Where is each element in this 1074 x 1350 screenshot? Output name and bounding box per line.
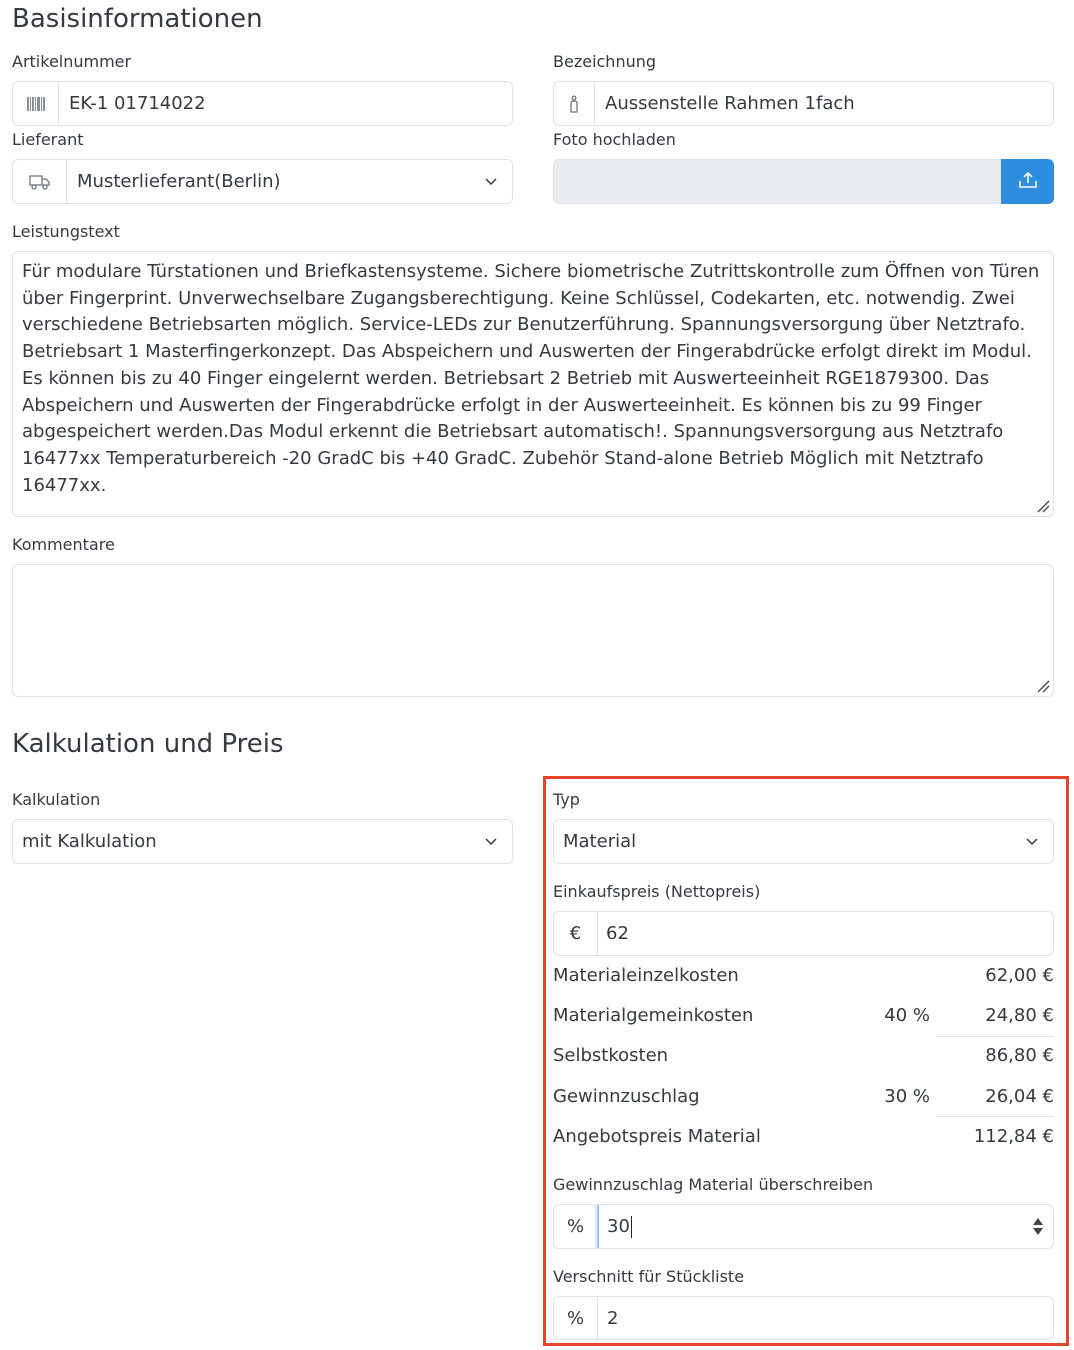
row-pct-materialgemeinkosten: 40 % — [884, 1005, 930, 1026]
row-label-angebotspreis: Angebotspreis Material — [553, 1126, 761, 1147]
row-amount-gewinnzuschlag: 26,04 € — [985, 1086, 1054, 1107]
artikelnummer-input[interactable]: EK-1 01714022 — [69, 93, 206, 114]
lieferant-value: Musterlieferant(Berlin) — [77, 171, 281, 192]
kommentare-label: Kommentare — [12, 535, 115, 554]
verschnitt-input[interactable]: 2 — [607, 1307, 619, 1329]
bezeichnung-field[interactable] — [553, 81, 1054, 126]
override-field[interactable] — [553, 1204, 1054, 1249]
row-amount-materialgemeinkosten: 24,80 € — [985, 1005, 1054, 1026]
chevron-down-icon — [470, 820, 512, 863]
override-value: 30 — [607, 1216, 630, 1237]
kalkulation-select[interactable] — [12, 819, 513, 864]
bezeichnung-input[interactable]: Aussenstelle Rahmen 1fach — [605, 93, 855, 114]
typ-select[interactable] — [553, 819, 1054, 864]
kalkulation-value: mit Kalkulation — [22, 831, 157, 852]
einkaufspreis-label: Einkaufspreis (Nettopreis) — [553, 882, 761, 901]
row-label-materialeinzelkosten: Materialeinzelkosten — [553, 965, 739, 986]
spinner-down-icon[interactable] — [1033, 1228, 1043, 1235]
row-label-materialgemeinkosten: Materialgemeinkosten — [553, 1005, 754, 1026]
euro-prefix: € — [554, 912, 598, 955]
leistungstext-textarea[interactable] — [12, 251, 1054, 517]
einkaufspreis-field[interactable] — [553, 911, 1054, 956]
row-label-selbstkosten: Selbstkosten — [553, 1045, 669, 1066]
foto-label: Foto hochladen — [553, 130, 676, 149]
resize-grip-icon[interactable] — [1036, 499, 1050, 513]
leistungstext-label: Leistungstext — [12, 222, 120, 241]
spinner-up-icon[interactable] — [1033, 1218, 1043, 1225]
typ-label: Typ — [553, 790, 580, 809]
lieferant-label: Lieferant — [12, 130, 84, 149]
chevron-down-icon — [470, 160, 512, 203]
bezeichnung-label: Bezeichnung — [553, 52, 657, 71]
artikelnummer-label: Artikelnummer — [12, 52, 132, 71]
einkaufspreis-input[interactable]: 62 — [606, 923, 629, 944]
verschnitt-label: Verschnitt für Stückliste — [553, 1267, 745, 1286]
barcode-icon — [13, 82, 59, 125]
verschnitt-field[interactable] — [553, 1296, 1054, 1340]
artikelnummer-field[interactable] — [12, 81, 513, 126]
tag-icon — [554, 82, 595, 125]
percent-prefix: % — [554, 1205, 598, 1248]
row-pct-gewinnzuschlag: 30 % — [884, 1086, 930, 1107]
row-amount-angebotspreis: 112,84 € — [973, 1126, 1054, 1147]
chevron-down-icon — [1011, 820, 1053, 863]
kalkulation-label: Kalkulation — [12, 790, 101, 809]
lieferant-select[interactable] — [12, 159, 513, 204]
upload-button[interactable] — [1001, 159, 1054, 204]
resize-grip-icon[interactable] — [1036, 679, 1050, 693]
typ-value: Material — [563, 831, 637, 852]
number-spinner[interactable] — [1023, 1218, 1053, 1235]
leistungstext-value: Für modulare Türstationen und Briefkastensysteme. Sichere biometrische Zutrittskontrolle zum Öffnen von Türen über Fingerprint. Unverwechselbare Zugangsberechtigung. Keine Schlüssel, Codekarten, etc. notwendig. Zwei verschiedene Betriebsarten möglich. Service-LEDs zur Benutzerführung. Spannungsversorgung über Netztrafo. Betriebsart 1 Masterfingerkonzept. Das Abspeichern und Auswerten der Fingerabdrücke erfolgt direkt im Modul. Es können bis zu 40 Finger eingelernt werden. Betriebsart 2 Betrieb mit Auswerteeinheit RGE1879300. Das Abspeichern und Auswerten der Fingerabdrücke erfolgt in der Auswerteeinheit. Es können bis zu 99 Finger abgespeichert werden.Das Modul erkennt die Betriebsart automatisch!. Spannungsversorgung aus Netztrafo 16477xx Temperaturbereich -20 GradC bis +40 GradC. Zubehör Stand-alone Betrieb Möglich mit Netztrafo 16477xx. — [22, 261, 1040, 496]
foto-file-input[interactable] — [553, 159, 1002, 204]
override-label: Gewinnzuschlag Material überschreiben — [553, 1175, 874, 1194]
truck-icon — [13, 160, 67, 203]
sum-divider — [936, 1116, 1054, 1117]
sum-divider — [936, 1036, 1054, 1037]
kommentare-textarea[interactable] — [12, 564, 1054, 697]
row-amount-selbstkosten: 86,80 € — [985, 1045, 1054, 1066]
section-title-kalkulation: Kalkulation und Preis — [12, 729, 284, 759]
percent-prefix: % — [554, 1297, 598, 1339]
row-amount-materialeinzelkosten: 62,00 € — [985, 965, 1054, 986]
row-label-gewinnzuschlag: Gewinnzuschlag — [553, 1086, 700, 1107]
section-title-basis: Basisinformationen — [12, 4, 263, 34]
text-caret — [631, 1216, 632, 1238]
upload-icon — [1018, 171, 1038, 193]
override-input[interactable] — [598, 1204, 1054, 1249]
